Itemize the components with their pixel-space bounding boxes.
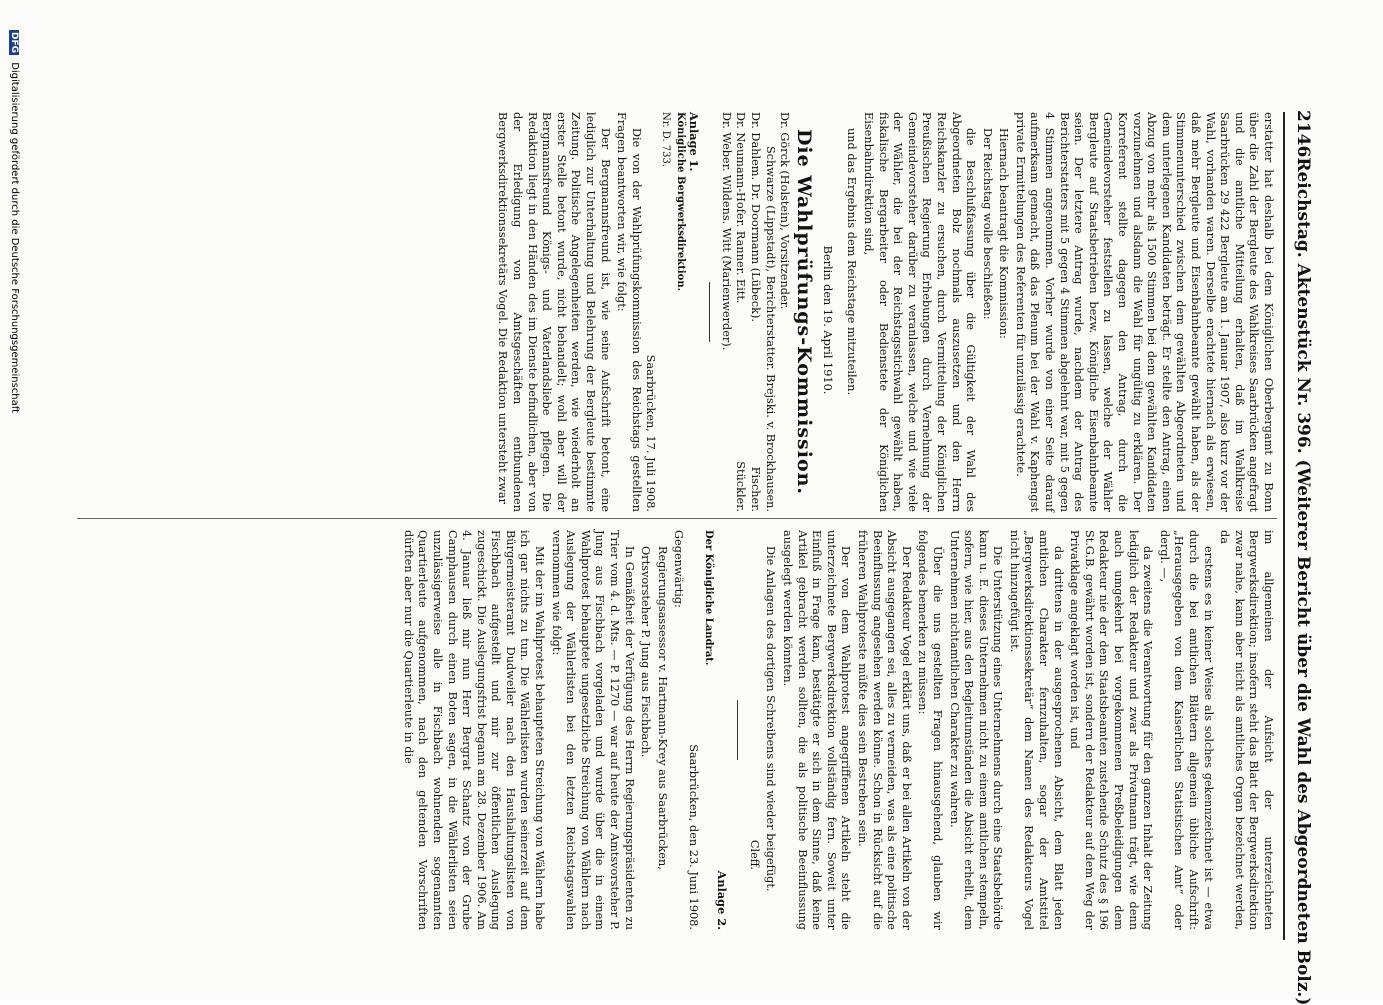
paragraph: Der Bergmannsfreund ist, wie seine Aufschrift betont, eine lediglich zur Unterhaltung und Belehrung der Bergleute bestimmte Zeitung. Politische Angelegenheiten werden, wie wiederholt an erster Stelle betont wurde, nicht behandelt; wohl aber will der Bergmannsfreund Königs- und Vaterlandsliebe pflegen. Die Redaktion liegt in den Händen des im Dienste befindlichen, aber von der Erledigung von Amtsgeschäften entbundenen Bergwerksdirektionssekretärs Vogel. Die Redaktion untersteht zwar xyxy=(496,112,612,512)
paragraph: erstatter hat deshalb bei dem Königlichen Oberbergamt zu Bonn über die Zahl der Bergleute des Wahlkreises Saarbrücken angefragt und die amtliche Mitteilung erhalten, daß im Wahlkreise Saarbrücken 29 422 Bergleute am 1. Januar 1907, also kurz vor der Wahl, vorhanden waren. Derselbe erachtete hiernach als erwiesen, daß mehr Bergleute und Eisenbahnbeamte gewählt haben, als der Stimmenunterschied zwischen dem gewählten Abgeordneten und dem unterlegenen Kandidaten beträgt. Er stellte den Antrag, einen Abzug von mehr als 1500 Stimmen bei dem gewählten Kandidaten vorzunehmen und alsdann die Wahl für ungültig zu erklären. Der Korreferent stellte dagegen den Antrag, durch die Gemeindevorsteher feststellen zu lassen, welche der Wähler Bergleute auf Staatsbetrieben bezw. Königliche Eisenbahnbeamte seien. Der letztere Antrag wurde, nachdem der Antrag des Berichterstatters mit 5 gegen 4 Stimmen abgelehnt war, mit 5 gegen 4 Stimmen angenommen. Vorher wurde von einer Seite darauf aufmerksam gemacht, daß das Plenum bei der Wahl v. Kaphengst private Ermittelungen des Referenten für unzulässig erachtete. xyxy=(1013,112,1275,512)
annex-1-place-date: Saarbrücken, 17. Juli 1908. xyxy=(644,354,658,512)
paragraph: und das Ergebnis dem Reichstage mitzuteilen. xyxy=(845,128,859,396)
page-number: 2146 xyxy=(1293,110,1313,158)
signature: Cleff. xyxy=(747,839,761,870)
paragraph: In Gemäßheit der Verfügung des Herrn Regierungspräsidenten zu Trier vom 4. d. Mts. — P. 1270 — war auf heute der Amtsvorsteher P. Jung aus Fischbach vorgeladen und wurde über die in einem Wahlprotest behauptete ungesetzliche Streichung von Wählern nach Auslegung der Wählerlisten bei den letzten Reichstagswahlen vernommen wie folgt: xyxy=(549,530,636,930)
paragraph: Die Anlagen des dortigen Schreibens sind wieder beigefügt. xyxy=(764,546,778,892)
member-list xyxy=(718,112,791,512)
member-row: Dr. Dahlem. Dr. Doormann (Lübeck). Fischer. xyxy=(749,112,762,512)
motion-text: die Beschlußfassung über die Gültigkeit der Wahl des Abgeordneten Bolz nochmals auszusetzen und den Herrn Reichskanzler zu ersuchen, durch Vermittelung der Königlichen Preußischen Regierung Erhebungen durch Vernehmung der Gemeindevorsteher darüber zu veranlassen, welche und wie viele der Wähler, die bei der Reichstagsstichwahl gewählt haben, fiskalische Bergarbeiter oder Bedienstete der Königlichen Eisenbahndirektion sind, xyxy=(861,112,978,512)
paragraph: im allgemeinen der Aufsicht der unterzeichneten Bergwerksdirektion; insofern steht das Blatt der Bergwerksdirektion zwar nahe, kann aber nicht als amtliches Organ bezeichnet werden, da xyxy=(1218,530,1275,930)
separator-rule xyxy=(709,282,710,342)
separator-rule xyxy=(737,700,738,760)
paragraph: erstens es in keiner Weise als solches gekennzeichnet ist — etwa durch die bei amtlichen Blättern allgemein übliche Aufschrift: „Herausgegeben von dem Kaiserlichen Statistischen Amt“ oder dergl. —, xyxy=(1157,530,1215,930)
paragraph: Die von der Wahlprüfungskommission des Reichstags gestellten Fragen beantworten wir, wie folgt: xyxy=(615,112,643,512)
column-divider xyxy=(77,518,1277,519)
annex-2-place-date: Saarbrücken, den 23. Juni 1908. xyxy=(687,744,701,930)
right-column xyxy=(398,530,1275,930)
member-row: Schwarze (Lippstadt), Berichterstatter. Brejski. v. Brockhausen. xyxy=(763,145,777,512)
page-header xyxy=(1293,110,1313,1005)
annex-2-authority: Der Königliche Landrat. xyxy=(702,530,714,666)
member-row: Dr. Görck (Holstein), Vorsitzender. xyxy=(778,112,792,310)
paragraph: da drittens in der ausgesprochenen Absicht, dem Blatt jeden amtlichen Charakter fernzuhalten, sogar der Amtstitel „Bergwerksdirektionssekretär“ dem Namen des Redakteurs Vogel nicht hinzugefügt ist. xyxy=(1007,530,1065,930)
digitization-credit xyxy=(9,30,20,413)
paragraph: da zweitens die Verantwortung für den ganzen Inhalt der Zeitung lediglich der Redakteur und zwar als Privatmann trägt, wie denn auch umgekehrt bei vorgekommenen Preßbeleidigungen dem Redakteur nie der dem Staatsbeamten zustehende Schutz des § 196 St.G.B. gewährt worden ist, sondern der Redakteur auf dem Weg der Privatklage angeklagt worden ist, und xyxy=(1068,530,1155,930)
paragraph: Der Reichstag wolle beschließen: xyxy=(980,128,994,320)
present-person: Ortsvorsteher P. Jung aus Fischbach. xyxy=(639,546,653,758)
present-person: Regierungsassessor v. Hartmann-Krey aus Saarbrücken, xyxy=(655,546,669,870)
page-title: Reichstag. Aktenstück Nr. 396. (Weiterer Bericht über die Wahl des Abgeordneten Bolz.) xyxy=(1293,157,1313,1005)
paragraph: Mit der im Wahlprotest behaupteten Streichung von Wählern habe ich gar nichts zu tun. Die Wählerlisten wurden seinerzeit auf dem Bürgermeisteramt Dudweiler nach den Haushaltungslisten von Fischbach aufgestellt und mir zur öffentlichen Auslegung zugeschickt. Die Auslegungsfrist begann am 28. Dezember 1906. Am 4. Januar ließ mir nun Herr Bergrat Schantz von der Grube Camphausen durch einen Boten sagen, in die Wählerlisten seien unzulässigerweise alle in Fischbach wohnenden sogenannten Quartierleute aufgenommen, nach den geltenden Vorschriften dürften aber nur die Quartierleute in die xyxy=(401,530,547,930)
annex-1-title: Anlage 1. xyxy=(687,112,702,172)
paragraph: Über die uns gestellten Fragen hinausgehend, glauben wir folgendes bemerken zu müssen: xyxy=(916,530,944,930)
paragraph: Der von dem Wahlprotest angegriffenen Artikeln steht die unterzeichnete Bergwerksdirektion vollständig fern. Soweit unter Einfluß in Frage kam, bestätigte er sich in dem Sinne, daß keine Artikel gebracht werden sollten, die als politische Beeinflussung ausgelegt werden könnten. xyxy=(781,530,853,930)
annex-1-authority: Königliche Bergwerksdirektion. xyxy=(674,112,686,292)
date-line: Berlin den 19. April 1910. xyxy=(820,245,834,395)
paragraph: Die Unterstützung eines Unternehmens durch eine Staatsbehörde kann u. E. dieses Unternehmen nicht zu einem amtlichen stempeln, sofern, wie hier, aus den Begleitumständen die Absicht erhellt, dem Unternehmen nichtamtlichen Charakter zu wahren. xyxy=(947,530,1005,930)
commission-title: Die Wahlprüfungs-Kommission. xyxy=(793,128,816,496)
header-rule xyxy=(1283,112,1285,940)
member-row: Dr. Neumann-Hofer. Ranner. Eitt. Stückler. xyxy=(734,112,748,512)
paragraph: Der Redakteur Vogel erklärt uns, daß er bei allen Artikeln von der Absicht ausgegangen sei, alles zu vermeiden, was als eine politische Beeinflussung angesehen werden könne. Schon in Rücksicht auf die früheren Wahlproteste müßte dies sein Bestreben sein. xyxy=(855,530,913,930)
annex-1-reference: Nr. D. 733. xyxy=(660,112,672,168)
credit-text: Digitalisierung gefördert durch die Deutsche Forschungsgemeinschaft xyxy=(9,62,20,414)
member-row: Dr. Weber. Wildens. Witt (Marienwerder). xyxy=(719,112,733,351)
present-label: Gegenwärtig: xyxy=(672,530,686,608)
dfg-logo: DFG xyxy=(9,32,19,54)
left-column xyxy=(493,112,1275,512)
annex-2-title: Anlage 2. xyxy=(715,870,730,930)
paragraph: Hiernach beantragt die Kommission: xyxy=(997,128,1011,339)
